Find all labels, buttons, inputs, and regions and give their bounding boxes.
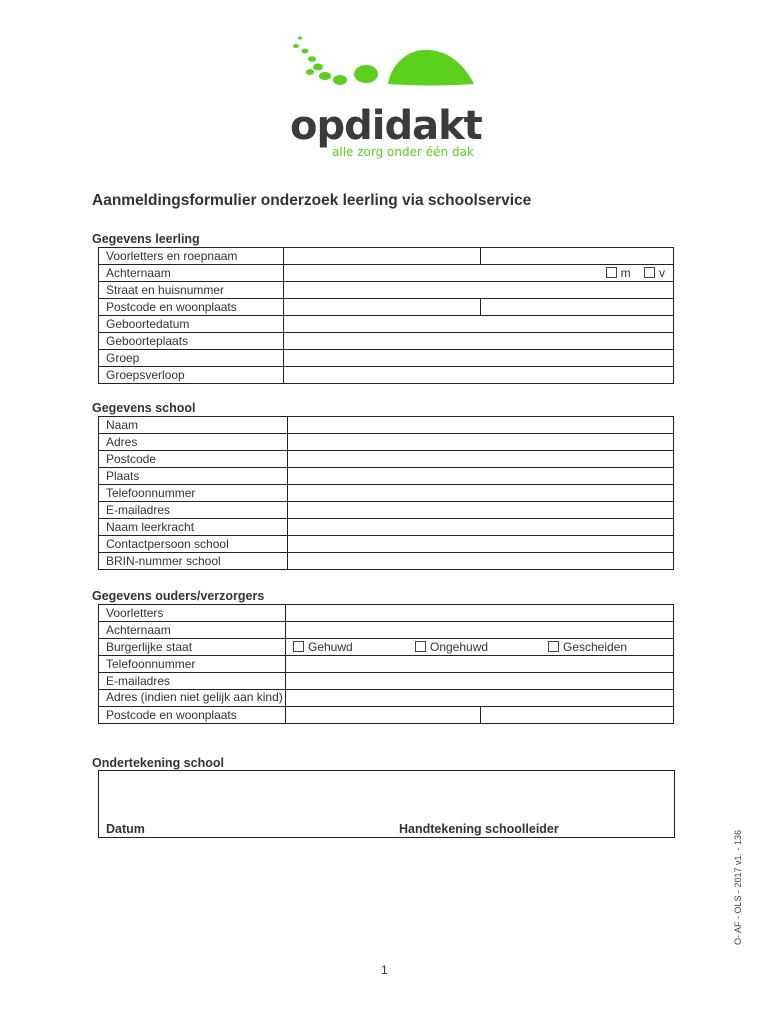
table-row — [99, 350, 674, 367]
row-label: Naam — [99, 417, 288, 434]
row-label: Achternaam — [99, 265, 284, 282]
table-row — [99, 502, 674, 519]
row-label: Naam leerkracht — [99, 519, 288, 536]
groepsverloop-field[interactable] — [284, 367, 674, 384]
row-label: Groepsverloop — [99, 367, 284, 384]
logo-tagline: alle zorg onder één dak — [332, 145, 474, 159]
row-label: Adres — [99, 434, 288, 451]
ouders-table — [98, 604, 674, 724]
row-label: Geboortedatum — [99, 316, 284, 333]
row-label: Plaats — [99, 468, 288, 485]
row-label: Groep — [99, 350, 284, 367]
row-label: E-mailadres — [99, 502, 288, 519]
ouder-voorletters-field[interactable] — [286, 605, 674, 622]
table-row — [99, 248, 674, 265]
table-row — [99, 316, 674, 333]
row-label: E-mailadres — [99, 673, 286, 690]
contactpersoon-field[interactable] — [288, 536, 674, 553]
table-row — [99, 622, 674, 639]
row-label: Postcode en woonplaats — [99, 707, 286, 724]
option-ongehuwd-label: Ongehuwd — [430, 640, 489, 654]
groep-field[interactable] — [284, 350, 674, 367]
ouder-postcode-field[interactable] — [286, 707, 481, 724]
ouder-email-field[interactable] — [286, 673, 674, 690]
geboorteplaats-field[interactable] — [284, 333, 674, 350]
school-plaats-field[interactable] — [288, 468, 674, 485]
table-row — [99, 333, 674, 350]
datum-label: Datum — [106, 822, 145, 836]
signature-box[interactable] — [98, 770, 675, 838]
leerkracht-field[interactable] — [288, 519, 674, 536]
row-label: Contactpersoon school — [99, 536, 288, 553]
page-title: Aanmeldingsformulier onderzoek leerling via schoolservice — [92, 192, 532, 209]
school-table — [98, 416, 674, 570]
table-row — [99, 485, 674, 502]
section-heading-ondertekening: Ondertekening school — [92, 756, 224, 770]
ouder-telefoon-field[interactable] — [286, 656, 674, 673]
ouder-woonplaats-field[interactable] — [481, 707, 674, 724]
row-label: Geboorteplaats — [99, 333, 284, 350]
row-label: Voorletters en roepnaam — [99, 248, 284, 265]
burgerlijke-staat-field[interactable] — [286, 639, 674, 656]
table-row — [99, 519, 674, 536]
checkbox-ongehuwd[interactable] — [415, 641, 426, 652]
option-gescheiden-label: Gescheiden — [563, 640, 628, 654]
logo-wordmark: opdidakt — [290, 103, 482, 149]
school-adres-field[interactable] — [288, 434, 674, 451]
row-label: Straat en huisnummer — [99, 282, 284, 299]
option-gehuwd-label: Gehuwd — [308, 640, 353, 654]
postcode-field[interactable] — [284, 299, 481, 316]
table-row — [99, 673, 674, 690]
school-postcode-field[interactable] — [288, 451, 674, 468]
table-row — [99, 367, 674, 384]
ouder-adres-field[interactable] — [286, 690, 674, 707]
table-row — [99, 434, 674, 451]
handtekening-label: Handtekening schoolleider — [399, 822, 559, 836]
table-row — [99, 282, 674, 299]
table-row — [99, 639, 674, 656]
checkbox-m-label: m — [620, 266, 631, 280]
table-row — [99, 605, 674, 622]
row-label: Voorletters — [99, 605, 286, 622]
table-row — [99, 468, 674, 485]
section-heading-leerling: Gegevens leerling — [92, 232, 200, 246]
geboortedatum-field[interactable] — [284, 316, 674, 333]
checkbox-v-label: v — [659, 266, 665, 280]
checkbox-v[interactable] — [644, 267, 655, 278]
table-row — [99, 451, 674, 468]
table-row — [99, 417, 674, 434]
row-label: Postcode en woonplaats — [99, 299, 284, 316]
checkbox-gehuwd[interactable] — [293, 641, 304, 652]
row-label: Telefoonnummer — [99, 485, 288, 502]
school-naam-field[interactable] — [288, 417, 674, 434]
page-number: 1 — [381, 963, 388, 977]
document-reference: O- AF - OLS - 2017 v1. - 136 — [733, 829, 743, 945]
straat-field[interactable] — [284, 282, 674, 299]
table-row — [99, 707, 674, 724]
table-row — [99, 536, 674, 553]
row-label: Adres (indien niet gelijk aan kind) — [99, 690, 286, 707]
roepnaam-field[interactable] — [481, 248, 674, 265]
table-row — [99, 656, 674, 673]
row-label: Burgerlijke staat — [99, 639, 286, 656]
voorletters-field[interactable] — [284, 248, 481, 265]
table-row — [99, 299, 674, 316]
row-label: Achternaam — [99, 622, 286, 639]
section-heading-school: Gegevens school — [92, 401, 196, 415]
table-row — [99, 265, 674, 282]
checkbox-gescheiden[interactable] — [548, 641, 559, 652]
row-label: Postcode — [99, 451, 288, 468]
leerling-table — [98, 247, 674, 384]
achternaam-field[interactable] — [284, 265, 674, 282]
row-label: Telefoonnummer — [99, 656, 286, 673]
brin-field[interactable] — [288, 553, 674, 570]
ouder-achternaam-field[interactable] — [286, 622, 674, 639]
school-email-field[interactable] — [288, 502, 674, 519]
table-row — [99, 690, 674, 707]
table-row — [99, 553, 674, 570]
woonplaats-field[interactable] — [481, 299, 674, 316]
row-label: BRIN-nummer school — [99, 553, 288, 570]
school-telefoon-field[interactable] — [288, 485, 674, 502]
checkbox-m[interactable] — [606, 267, 617, 278]
section-heading-ouders: Gegevens ouders/verzorgers — [92, 589, 265, 603]
